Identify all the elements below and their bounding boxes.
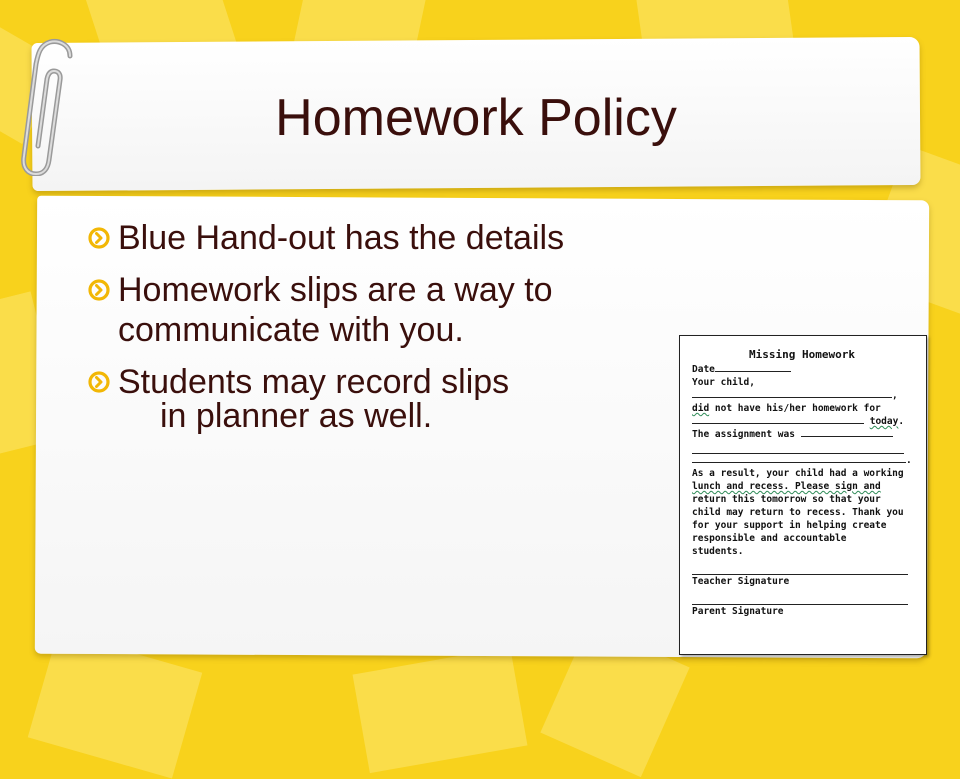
slip-assignment-label: The assignment was [692,429,795,440]
paperclip-icon [18,36,88,176]
blank-line [692,441,904,454]
bullet-item [88,362,688,436]
slip-result-text: lunch and recess. Please sign and [692,481,881,492]
slip-period: . [906,455,912,466]
circled-arrow-icon [88,371,110,393]
bullet-text: Blue Hand-out has the details [118,219,565,257]
slip-date-line [692,363,912,376]
slip-did: did [692,403,710,414]
slip-today: today [869,416,899,427]
slip-your-child: Your child, [692,377,755,388]
slip-date-label: Date [692,364,715,375]
slip-result-line: return this tomorrow so that your [692,494,881,505]
bullet-text: communicate with you. [118,311,464,349]
slip-period-line [692,454,912,467]
bullet-list [88,218,688,448]
slip-result-line: responsible and accountable [692,533,847,544]
circled-arrow-icon [88,227,110,249]
slip-result-line: As a result, your child had a working [692,468,904,479]
bullet-text-continuation: in planner as well. [160,397,433,435]
blank-line [692,389,892,398]
slip-assignment-line [692,428,912,441]
bullet-item [88,270,688,350]
bullet-text: Homework slips are a way to [118,271,553,309]
signature-rule [692,588,908,605]
blank-line [801,428,893,437]
slip-today-line [692,415,912,428]
signature-rule [692,558,908,575]
slip-result-line: child may return to recess. Thank you [692,507,904,518]
slip-title: Missing Homework [749,348,855,361]
slip-result-line: for your support in helping create [692,520,887,531]
slip-parent-signature: Parent Signature [692,606,784,617]
slip-child-name-line [692,389,912,402]
blank-line [715,363,791,372]
blank-line [692,454,906,463]
blank-line [692,415,864,424]
slip-result-line [692,480,912,493]
slip-did-not-have-line [692,402,912,415]
background-shape [353,647,528,773]
slip-comma: , [892,390,898,401]
slip-not-have: not have his/her homework for [709,403,881,414]
slip-teacher-signature: Teacher Signature [692,576,790,587]
bullet-text: Students may record slips [118,363,510,401]
bullet-item [88,218,688,258]
slip-period: . [898,416,905,427]
circled-arrow-icon [88,279,110,301]
missing-homework-slip [679,335,927,655]
slide-title: Homework Policy [275,89,677,147]
slip-result-line: students. [692,546,744,557]
